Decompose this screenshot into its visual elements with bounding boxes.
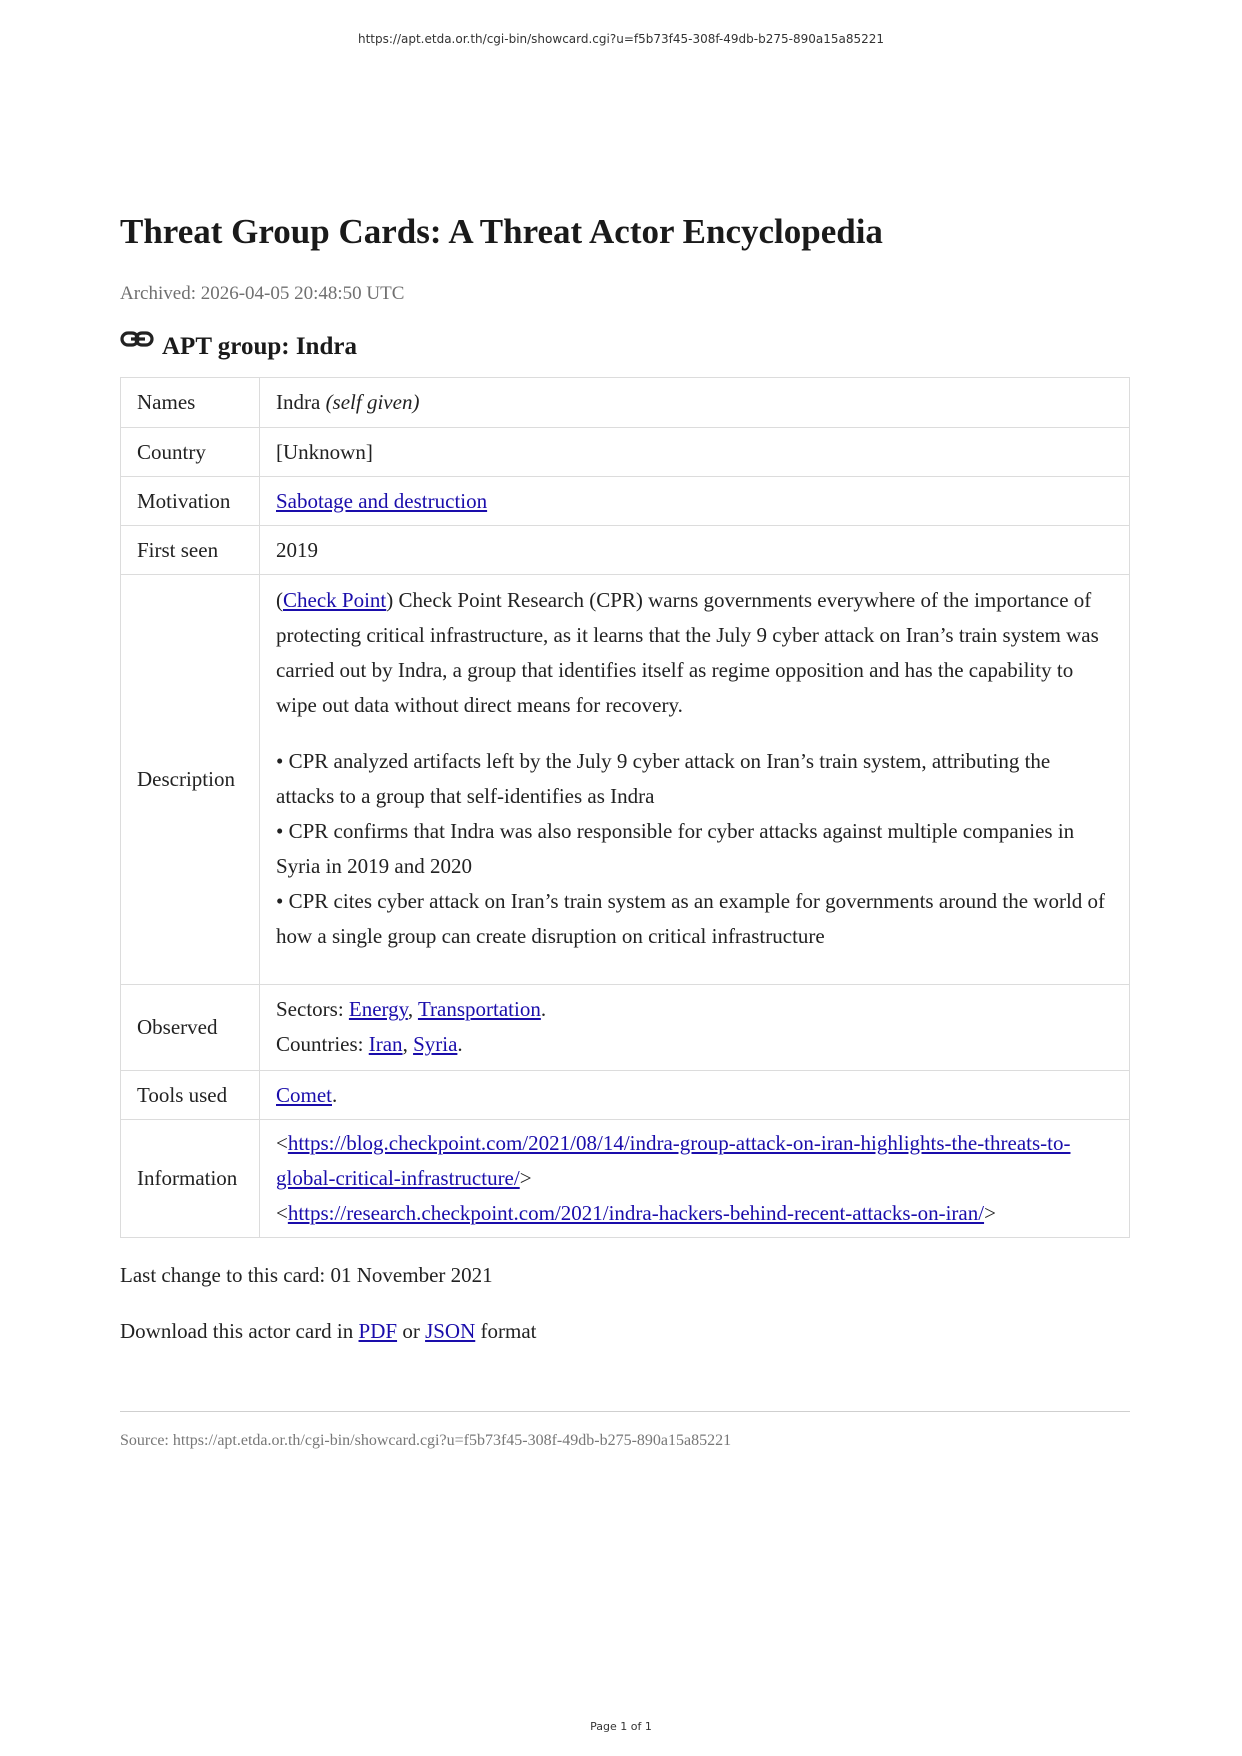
description-bullet: • CPR analyzed artifacts left by the July 9 cyber attack on Iran’s train system, attributing the attacks to a group that self-identifies as Indra [276, 749, 1051, 808]
footer-divider [120, 1411, 1130, 1412]
main-content [120, 210, 1130, 1450]
information-label: Information [121, 1120, 260, 1238]
row-description [121, 575, 1130, 985]
last-change: Last change to this card: 01 November 2021 [120, 1263, 493, 1287]
group-heading [120, 333, 1130, 361]
first-seen-value: 2019 [260, 526, 1130, 575]
names-main: Indra [276, 390, 321, 414]
link-icon[interactable] [120, 328, 156, 352]
description-bullets [276, 744, 1113, 954]
download-or: or [397, 1319, 426, 1343]
country-link-syria[interactable]: Syria [413, 1032, 458, 1056]
names-value [260, 378, 1130, 428]
actor-card-table [120, 377, 1130, 1238]
page-number: Page 1 of 1 [590, 1720, 652, 1733]
download-pdf-link[interactable]: PDF [358, 1319, 398, 1343]
source-line: Source: https://apt.etda.or.th/cgi-bin/showcard.cgi?u=f5b73f45-308f-49db-b275-890a15a85221 [120, 1432, 732, 1449]
group-title: APT group: Indra [162, 333, 357, 360]
row-information [121, 1120, 1130, 1238]
check-point-link[interactable]: Check Point [283, 588, 387, 612]
countries-label: Countries: [276, 1032, 369, 1056]
observed-sectors: Sectors: Energy, Transportation. [276, 997, 547, 1021]
motivation-link[interactable]: Sabotage and destruction [276, 488, 488, 513]
names-label: Names [121, 378, 260, 428]
tools-label: Tools used [121, 1071, 260, 1120]
download-prefix: Download this actor card in [120, 1319, 359, 1343]
description-bullet: • CPR confirms that Indra was also responsible for cyber attacks against multiple companies in Syria in 2019 and 2020 [276, 819, 1075, 878]
row-tools [121, 1071, 1130, 1120]
page-title: Threat Group Cards: A Threat Actor Encyclopedia [120, 212, 883, 251]
country-link-iran[interactable]: Iran [368, 1032, 403, 1056]
sector-link-energy[interactable]: Energy [348, 997, 408, 1021]
sectors-label: Sectors: [276, 997, 349, 1021]
information-link-item: <https://research.checkpoint.com/2021/indra-hackers-behind-recent-attacks-on-iran/> [276, 1201, 996, 1225]
country-value: [Unknown] [260, 428, 1130, 477]
download-line [120, 1314, 1130, 1349]
tools-value: Comet. [260, 1071, 1130, 1120]
tool-link-comet[interactable]: Comet [276, 1082, 332, 1107]
row-first-seen [121, 526, 1130, 575]
motivation-label: Motivation [121, 477, 260, 526]
description-bullet: • CPR cites cyber attack on Iran’s train system as an example for governments around the world of how a single group can create disruption on critical infrastructure [276, 889, 1106, 948]
row-names [121, 378, 1130, 428]
download-suffix: format [475, 1319, 537, 1343]
observed-value [260, 985, 1130, 1071]
information-link[interactable]: https://research.checkpoint.com/2021/indra-hackers-behind-recent-attacks-on-iran/ [287, 1201, 985, 1225]
download-json-link[interactable]: JSON [425, 1319, 476, 1343]
description-intro [276, 583, 1113, 723]
first-seen-label: First seen [121, 526, 260, 575]
names-note: (self given) [325, 390, 420, 414]
row-motivation [121, 477, 1130, 526]
information-link-item: <https://blog.checkpoint.com/2021/08/14/indra-group-attack-on-iran-highlights-the-threats-to-global-critical-infrastructure/> [276, 1131, 1071, 1190]
sector-link-transportation[interactable]: Transportation [417, 997, 541, 1021]
description-intro-text: ) Check Point Research (CPR) warns governments everywhere of the importance of protecting critical infrastructure, as it learns that the July 9 cyber attack on Iran’s train system was carried out by Indra, a group that identifies itself as regime opposition and has the capability to wipe out data without direct means for recovery. [276, 588, 1099, 717]
row-observed [121, 985, 1130, 1071]
print-header-url: https://apt.etda.or.th/cgi-bin/showcard.cgi?u=f5b73f45-308f-49db-b275-890a15a85221 [357, 32, 884, 46]
information-link[interactable]: https://blog.checkpoint.com/2021/08/14/indra-group-attack-on-iran-highlights-the-threats-to-global-critical-infrastructure/ [276, 1131, 1071, 1190]
country-label: Country [121, 428, 260, 477]
information-value [260, 1120, 1130, 1238]
description-value [260, 575, 1130, 985]
motivation-value [260, 477, 1130, 526]
archived-timestamp: Archived: 2026-04-05 20:48:50 UTC [120, 283, 405, 304]
observed-countries: Countries: Iran, Syria. [276, 1032, 463, 1056]
description-label: Description [121, 575, 260, 985]
paren-open: ( [276, 588, 283, 612]
row-country [121, 428, 1130, 477]
observed-label: Observed [121, 985, 260, 1071]
